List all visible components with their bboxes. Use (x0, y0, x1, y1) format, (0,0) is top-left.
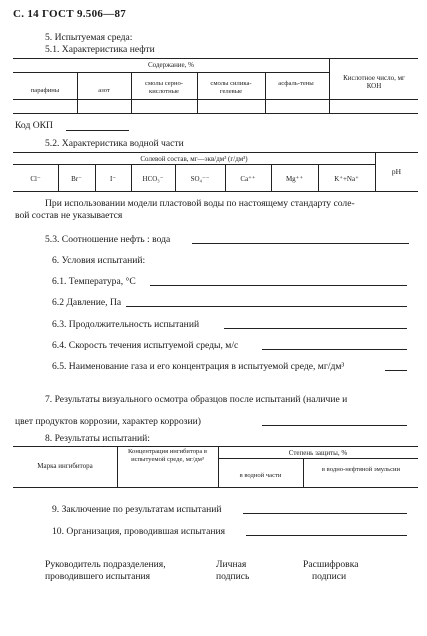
flow-speed-field[interactable] (262, 349, 407, 350)
oil-col-sulfuric-resins: смолы серно-кислотные (145, 80, 183, 95)
signature-head-line-2: проводившего испытания (45, 571, 151, 582)
oil-col-acid-number: Кислотное число, мг КОН (343, 74, 405, 91)
section-8-title: 8. Результаты испытаний: (45, 433, 150, 444)
oil-col-paraffins: парафины (30, 87, 60, 94)
visual-inspection-field[interactable] (262, 425, 407, 426)
oil-col-asphaltenes: асфаль-тены (278, 80, 314, 87)
water-table-group-header: Солевой состав, мг—экв/дм³ (г/дм³) (140, 155, 248, 163)
oil-water-ratio-field[interactable] (192, 243, 409, 244)
section-7-line-1: 7. Результаты визуального осмотра образцов после испытаний (наличие и (45, 394, 348, 405)
section-5-3: 5.3. Соотношение нефть : вода (45, 234, 171, 245)
signature-decode-line-1: Расшифровка (303, 559, 359, 570)
signature-decode-line-2: подписи (312, 571, 347, 582)
temperature-field[interactable] (150, 285, 407, 286)
water-col-magnesium: Mg⁺⁺ (285, 175, 304, 183)
section-5-1-title: 5.1. Характеристика нефти (45, 44, 155, 55)
signature-personal-line-1: Личная (216, 559, 247, 570)
section-6-2: 6.2 Давление, Па (52, 297, 122, 308)
water-col-iodide: I⁻ (109, 175, 117, 183)
okp-code-field[interactable] (66, 130, 129, 131)
results-col-inhibitor: Марка ингибитора (37, 462, 93, 470)
note-line-2: вой состав не указывается (15, 210, 123, 221)
section-6-3: 6.3. Продолжительность испытаний (52, 319, 200, 330)
section-5-title: 5. Испытуемая среда: (45, 32, 133, 43)
okp-code-label: Код ОКП (15, 120, 53, 131)
water-col-sulfate: SO₄⁻⁻ (190, 175, 210, 183)
conclusion-field[interactable] (243, 513, 407, 514)
water-col-ph: pH (391, 167, 402, 176)
water-col-chloride: Cl⁻ (30, 175, 41, 183)
results-col-water-part: в водной части (239, 472, 282, 479)
section-6-4: 6.4. Скорость течения испытуемой среды, м/с (52, 340, 239, 351)
gas-concentration-field[interactable] (385, 370, 407, 371)
oil-col-silica-resins: смолы силика-гелевые (210, 80, 252, 95)
note-line-1: При использовании модели пластовой воды по настоящему стандарту соле- (45, 198, 355, 209)
water-col-potassium-sodium: K⁺+Na⁺ (334, 175, 359, 183)
oil-col-nitrogen: азот (98, 87, 110, 94)
results-protection-group: Степень защиты, % (288, 449, 348, 457)
section-5-2-title: 5.2. Характеристика водной части (45, 138, 184, 149)
section-9: 9. Заключение по результатам испытаний (52, 504, 222, 515)
section-6-title: 6. Условия испытаний: (52, 255, 146, 266)
section-10: 10. Организация, проводившая испытания (52, 526, 226, 537)
signature-head-line-1: Руководитель подразделения, (45, 559, 166, 570)
organization-field[interactable] (246, 535, 407, 536)
section-6-5: 6.5. Наименование газа и его концентрация в испытуемой среде, мг/дм³ (52, 361, 345, 372)
results-col-emulsion: в водно-нефтяной эмульсии (321, 466, 401, 473)
pressure-field[interactable] (126, 306, 407, 307)
signature-personal-line-2: подпись (216, 571, 250, 582)
section-7-line-2: цвет продуктов коррозии, характер коррозии) (15, 416, 201, 427)
results-col-concentration: Концентрация ингибитора в испытуемой среде, мг/дм³ (127, 448, 208, 463)
page-header: С. 14 ГОСТ 9.506—87 (13, 8, 127, 20)
section-6-1: 6.1. Температура, °С (52, 276, 136, 287)
duration-field[interactable] (224, 328, 407, 329)
oil-table-group-header: Содержание, % (147, 61, 194, 69)
water-col-calcium: Ca⁺⁺ (240, 175, 256, 183)
water-col-bromide: Br⁻ (71, 175, 82, 183)
water-col-bicarbonate: HCO₃⁻ (142, 175, 164, 183)
